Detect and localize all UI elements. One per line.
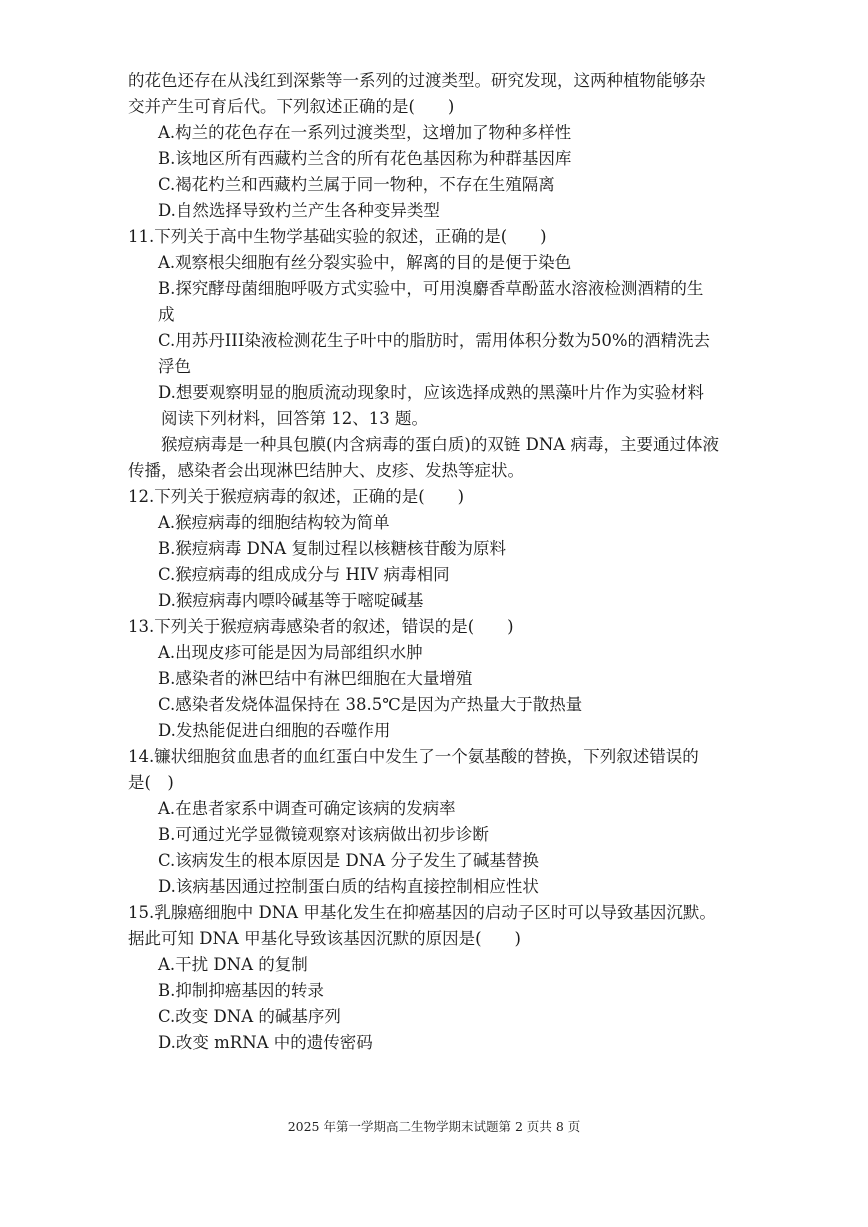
q13-option-a: A.出现皮疹可能是因为局部组织水肿 <box>158 643 423 662</box>
q15-stem-line-2: 据此可知 DNA 甲基化导致该基因沉默的原因是( ) <box>128 929 521 948</box>
q11-option-c-line-2: 浮色 <box>158 357 191 376</box>
reading-intro: 阅读下列材料，回答第 12、13 题。 <box>161 409 428 428</box>
q10-stem-line-1: 的花色还存在从浅红到深紫等一系列的过渡类型。研究发现，这两种植物能够杂 <box>128 71 706 90</box>
q14-stem-line-1: 14.镰状细胞贫血患者的血红蛋白中发生了一个氨基酸的替换，下列叙述错误的 <box>128 747 699 766</box>
q12-stem: 12.下列关于猴痘病毒的叙述，正确的是( ) <box>128 487 465 506</box>
q11-stem: 11.下列关于高中生物学基础实验的叙述，正确的是( ) <box>128 227 547 246</box>
q11-option-a: A.观察根尖细胞有丝分裂实验中，解离的目的是便于染色 <box>158 253 572 272</box>
q12-option-c: C.猴痘病毒的组成成分与 HIV 病毒相同 <box>158 565 450 584</box>
q10-option-a: A.构兰的花色存在一系列过渡类型，这增加了物种多样性 <box>158 123 572 142</box>
q10-option-d: D.自然选择导致杓兰产生各种变异类型 <box>158 201 440 220</box>
q14-stem-line-2: 是( ) <box>128 773 174 792</box>
exam-content <box>128 68 768 1056</box>
reading-material-line-1: 猴痘病毒是一种具包膜(内含病毒的蛋白质)的双链 DNA 病毒，主要通过体液 <box>161 435 719 454</box>
q11-option-c-line-1: C.用苏丹III染液检测花生子叶中的脂肪时，需用体积分数为50%的酒精洗去 <box>158 331 711 350</box>
q14-option-d: D.该病基因通过控制蛋白质的结构直接控制相应性状 <box>158 877 539 896</box>
reading-material-line-2: 传播，感染者会出现淋巴结肿大、皮疹、发热等症状。 <box>128 461 524 480</box>
q15-option-a: A.干扰 DNA 的复制 <box>158 955 308 974</box>
q11-option-b-line-1: B.探究酵母菌细胞呼吸方式实验中，可用溴麝香草酚蓝水溶液检测酒精的生 <box>158 279 704 298</box>
q11-option-b-line-2: 成 <box>158 305 175 324</box>
q15-stem-line-1: 15.乳腺癌细胞中 DNA 甲基化发生在抑癌基因的启动子区时可以导致基因沉默。 <box>128 903 716 922</box>
q13-option-c: C.感染者发烧体温保持在 38.5℃是因为产热量大于散热量 <box>158 695 583 714</box>
q14-option-a: A.在患者家系中调查可确定该病的发病率 <box>158 799 456 818</box>
q10-stem-line-2: 交并产生可育后代。下列叙述正确的是( ) <box>128 97 455 116</box>
q15-option-c: C.改变 DNA 的碱基序列 <box>158 1007 341 1026</box>
q15-option-d: D.改变 mRNA 中的遗传密码 <box>158 1033 373 1052</box>
q15-option-b: B.抑制抑癌基因的转录 <box>158 981 324 1000</box>
q14-option-b: B.可通过光学显微镜观察对该病做出初步诊断 <box>158 825 489 844</box>
page-footer: 2025 年第一学期高二生物学期末试题第 2 页共 8 页 <box>287 1119 581 1134</box>
q12-option-a: A.猴痘病毒的细胞结构较为简单 <box>158 513 390 532</box>
q14-option-c: C.该病发生的根本原因是 DNA 分子发生了碱基替换 <box>158 851 539 870</box>
q10-option-c: C.褐花杓兰和西藏杓兰属于同一物种，不存在生殖隔离 <box>158 175 555 194</box>
q12-option-d: D.猴痘病毒内嘌呤碱基等于嘧啶碱基 <box>158 591 424 610</box>
q13-option-b: B.感染者的淋巴结中有淋巴细胞在大量增殖 <box>158 669 473 688</box>
q11-option-d: D.想要观察明显的胞质流动现象时，应该选择成熟的黑藻叶片作为实验材料 <box>158 383 704 402</box>
q13-option-d: D.发热能促进白细胞的吞噬作用 <box>158 721 391 740</box>
q13-stem: 13.下列关于猴痘病毒感染者的叙述，错误的是( ) <box>128 617 514 636</box>
q10-option-b: B.该地区所有西藏杓兰含的所有花色基因称为种群基因库 <box>158 149 572 168</box>
q12-option-b: B.猴痘病毒 DNA 复制过程以核糖核苷酸为原料 <box>158 539 506 558</box>
